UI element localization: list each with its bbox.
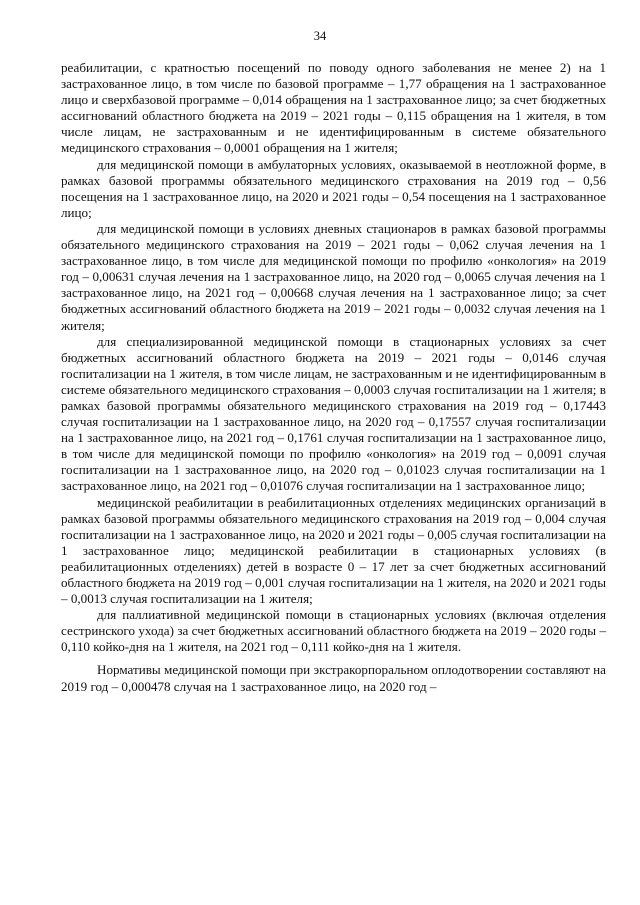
paragraph-medical-rehabilitation: медицинской реабилитации в реабилитационных отделениях медицинских организаций в рамках базовой программы обязательного медицинского страхования на 2019 год – 0,004 случая госпитализации на 1 застрахованное лицо, на 2020 и 2021 годы – 0,005 случая госпитализации на 1 застрахованное лицо; медицинской реабилитации в стационарных условиях (в реабилитационных отделениях) детей в возрасте 0 – 17 лет за счет бюджетных ассигнований областного бюджета на 2019 год – 0,001 случая госпитализации на 1 жителя, на 2020 и 2021 годы – 0,0013 случая госпитализации на 1 жителя; [61,494,606,607]
paragraph-rehabilitation-visits: реабилитации, с кратностью посещений по поводу одного заболевания не менее 2) на 1 застрахованное лицо, в том числе по базовой программе – 1,77 обращения на 1 застрахованное лицо и сверхбазовой программе – 0,014 обращения на 1 застрахованное лицо; за счет бюджетных ассигнований областного бюджета на 2019 – 2021 годы – 0,115 обращения на 1 жителя, в том числе лицам, не застрахованным и не идентифицированным в системе обязательного медицинского страхования – 0,0001 обращения на 1 жителя; [61,60,606,156]
page-number: 34 [313,29,327,43]
paragraph-specialized-inpatient: для специализированной медицинской помощи в стационарных условиях за счет бюджетных ассигнований областного бюджета на 2019 – 2021 годы – 0,0146 случая госпитализации на 1 жителя, в том числе лицам, не застрахованным и не идентифицированным в системе обязательного медицинского страхования – 0,0003 случая госпитализации на 1 жителя; в рамках базовой программы обязательного медицинского страхования на 2019 год – 0,17443 случая госпитализации на 1 застрахованное лицо, на 2020 год – 0,17557 случая госпитализации на 1 застрахованное лицо, на 2021 год – 0,1761 случая госпитализации на 1 застрахованное лицо, в том числе для медицинской помощи по профилю «онкология» на 2019 год – 0,0091 случая госпитализации на 1 застрахованное лицо, на 2020 год – 0,01023 случая госпитализации на 1 застрахованное лицо, на 2021 год – 0,01076 случая госпитализации на 1 застрахованное лицо; [61,333,606,494]
paragraph-ivf-norms: Нормативы медицинской помощи при экстракорпоральном оплодотворении составляют на 2019 год – 0,000478 случая на 1 застрахованное лицо, на 2020 год – [61,662,606,694]
paragraph-emergency-outpatient: для медицинской помощи в амбулаторных условиях, оказываемой в неотложной форме, в рамках базовой программы обязательного медицинского страхования на 2019 год – 0,56 посещения на 1 застрахованное лицо, на 2020 и 2021 годы – 0,54 посещения на 1 застрахованное лицо; [61,156,606,220]
paragraph-palliative-care: для паллиативной медицинской помощи в стационарных условиях (включая отделения сестринского ухода) за счет бюджетных ассигнований областного бюджета на 2019 – 2020 годы – 0,110 койко-дня на 1 жителя, на 2021 год – 0,111 койко-дня на 1 жителя. [61,607,606,655]
paragraph-day-hospital: для медицинской помощи в условиях дневных стационаров в рамках базовой программы обязательного медицинского страхования на 2019 – 2021 годы – 0,062 случая лечения на 1 застрахованное лицо, в том числе для медицинской помощи по профилю «онкология» на 2019 год – 0,00631 случая лечения на 1 застрахованное лицо, на 2020 год – 0,0065 случая лечения на 1 застрахованное лицо, на 2021 год – 0,00668 случая лечения на 1 застрахованное лицо; за счет бюджетных ассигнований областного бюджета на 2019 – 2021 годы – 0,0032 случая лечения на 1 жителя; [61,220,606,333]
document-body [61,60,606,695]
